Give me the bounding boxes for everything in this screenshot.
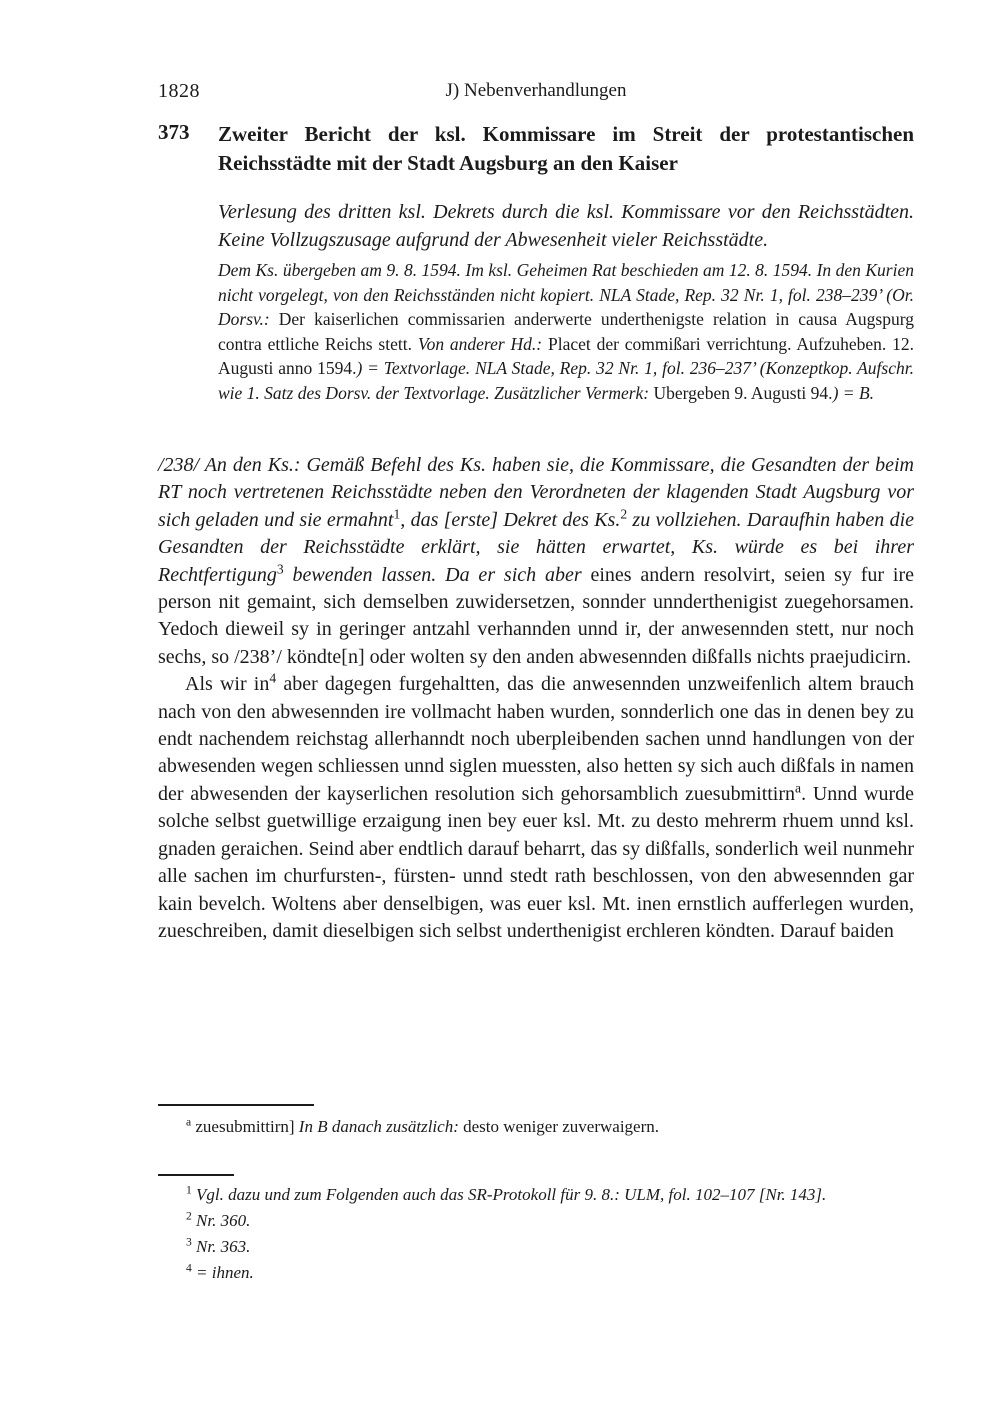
apparatus-separator-rule: [158, 1104, 314, 1106]
footnote-2: $^2$ Nr. 360.: [186, 1209, 251, 1230]
page-number: 1828: [158, 80, 200, 102]
entry-summary: Verlesung des dritten ksl. Dekrets durch die ksl. Kommissare vor den Reichsstädten. Keine Vollzugszusage aufgrund der Abwesenheit vieler Reichsstädte.: [218, 201, 914, 251]
source-note: Dem Ks. übergeben am 9. 8. 1594. Im ksl. Geheimen Rat beschieden am 12. 8. 1594. In den Kurien nicht vorgelegt, von den Reichsständen nicht kopiert. NLA Stade, Rep. 32 Nr. 1, fol. 238–239’ (Or. Dorsv.: Der kaiserlichen commissarien anderwerte underthenigste relation in causa Augspurg contra ettliche Reichs stett. Von anderer Hd.: Placet der commißari verrichtung. Aufzuheben. 12. Augusti anno 1594.) = Textvorlage. NLA Stade, Rep. 32 Nr. 1, fol. 236–237’ (Konzeptkop. Aufschr. wie 1. Satz des Dorsv. der Textvorlage. Zusätzlicher Vermerk: Ubergeben 9. Augusti 94.) = B.: [218, 260, 914, 403]
footnote-list: [158, 1182, 914, 1286]
main-text: [158, 452, 914, 945]
running-head-title: J) Nebenverhandlungen: [445, 80, 627, 101]
running-header: [158, 80, 914, 104]
footnote-separator-rule: [158, 1174, 234, 1176]
body-paragraph-2: Als wir $in^4$ aber dagegen furgehaltten, das die anwesennden unzweifenlich altem brauch nach von den abwesennden ire vollmacht haben wurden, sonnderlich one das in denen bey zu endt nachendem reichstag allerhanndt noch uberpleibenden sachen unnd handlungen von der abwesenden wegen schliessen unnd siglen muessten, also hetten sy sich auch dißfals in namen der abwesenden der kayserlichen resolution sich gehorsamblich zuesubmittirn$^a$. Unnd wurde solche selbst guetwillige erzaigung inen bey euer ksl. Mt. zu desto mehrerm rhuem unnd ksl. gnaden geraichen. Seind aber endtlich darauf beharrt, das sy dißfalls, sonderlich weil nunmehr alle sachen im churfursten-, fürsten- unnd stedt rath beschlossen, von den abwesennden gar kain bevelch. Woltens aber denselbigen, was euer ksl. Mt. inen ernstlich aufferlegen wurden, zueschreiben, damit dieselbigen sich selbst underthenigist erchleren köndten. Darauf baiden: [158, 670, 914, 942]
entry-number: 373: [158, 120, 190, 144]
apparatus-note-a: $^a$ zuesubmittirn] In B danach zusätzlich: desto weniger zuverwaigern.: [186, 1115, 660, 1136]
footnote-1: $^1$ Vgl. dazu und zum Folgenden auch das SR-Protokoll für 9. 8.: ULM, fol. 102–107 [Nr. 143].: [186, 1183, 827, 1204]
body-paragraph-1: /238/ An den Ks.: Gemäß Befehl des Ks. haben sie, die Kommissare, die Gesandten der beim RT noch vertretenen Reichsstädte neben den Verordneten der klagenden Stadt Augsburg vor sich geladen und sie ermahnt$^1$, das [erste] Dekret des Ks.$^2$ zu vollziehen. Daraufhin haben die Gesandten der Reichsstädte erklärt, sie hätten erwartet, Ks. würde es bei ihrer Rechtfertigung$^3$ bewenden lassen. Da er sich aber eines andern resolvirt, seien sy fur ire person nit gemaint, sich demselben zuwidersetzen, sonnder unnderthenigist zuegehorsamen. Yedoch dieweil sy in geringer antzahl verhannden unnd ir, der anwesennden stett, nur noch sechs, so /238’/ köndte[n] oder wolten sy den anden abwesennden dißfalls nichts praejudicirn.: [158, 454, 915, 668]
entry-heading: [158, 120, 914, 178]
entry-title: Zweiter Bericht der ksl. Kommissare im Streit der protestantischen Reichsstädte mit der Stadt Augsburg an den Kaiser: [218, 122, 914, 175]
footnote-4: $^4$ = ihnen.: [186, 1261, 254, 1282]
footnote-3: $^3$ Nr. 363.: [186, 1235, 251, 1256]
